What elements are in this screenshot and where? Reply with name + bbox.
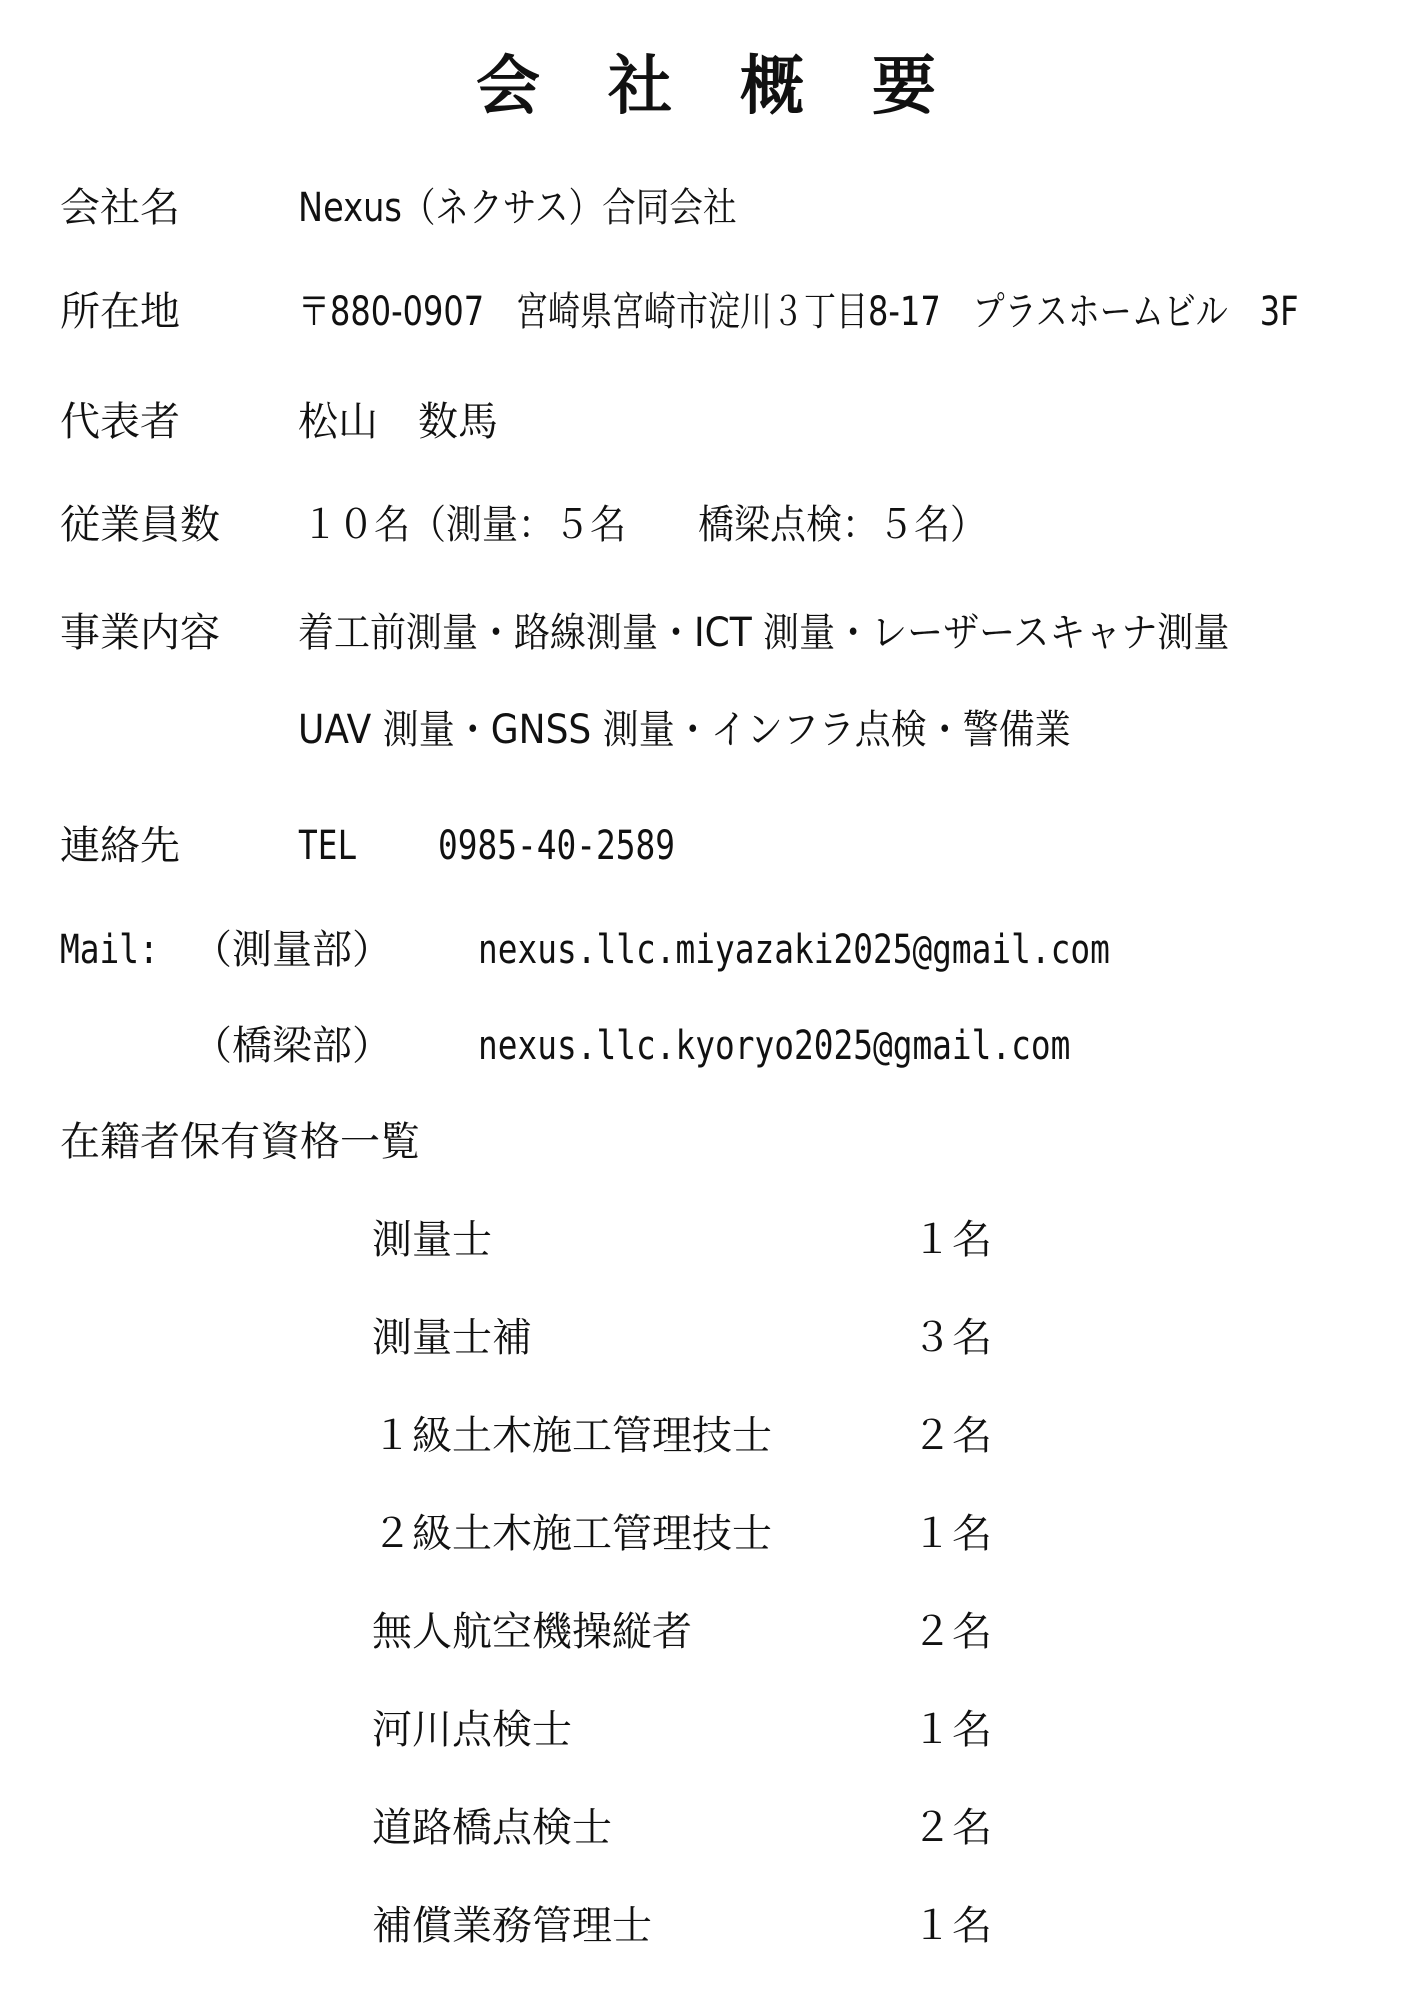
mail-address-bridge[interactable]: nexus.llc.kyoryo2025@gmail.com bbox=[478, 1023, 1071, 1069]
qualification-count: ２名 bbox=[912, 1413, 992, 1459]
business-line-2: UAV 測量・GNSS 測量・インフラ点検・警備業 bbox=[298, 707, 1071, 753]
qualification-count: １名 bbox=[912, 1707, 992, 1753]
employees-label: 従業員数 bbox=[60, 502, 220, 548]
representative-label: 代表者 bbox=[60, 399, 180, 445]
qualification-name: 道路橋点検士 bbox=[372, 1805, 612, 1851]
address-label: 所在地 bbox=[60, 289, 180, 335]
qualification-name: 補償業務管理士 bbox=[372, 1903, 652, 1949]
mail-dept-bridge: （橋梁部） bbox=[192, 1023, 392, 1069]
business-line-1: 着工前測量・路線測量・ICT 測量・レーザースキャナ測量 bbox=[298, 610, 1230, 656]
company-name-label: 会社名 bbox=[60, 185, 180, 231]
qualification-name: 測量士 bbox=[372, 1217, 492, 1263]
qualification-count: ２名 bbox=[912, 1805, 992, 1851]
qualification-count: ３名 bbox=[912, 1315, 992, 1361]
business-label: 事業内容 bbox=[60, 610, 220, 656]
qualification-name: １級土木施工管理技士 bbox=[372, 1413, 772, 1459]
mail-label: Mail: bbox=[60, 927, 159, 973]
mail-dept-survey: （測量部） bbox=[192, 927, 392, 973]
tel-number[interactable]: 0985-40-2589 bbox=[438, 823, 675, 869]
qualification-name: 無人航空機操縦者 bbox=[372, 1609, 692, 1655]
qualification-count: １名 bbox=[912, 1903, 992, 1949]
company-name-value: Nexus（ネクサス）合同会社 bbox=[298, 185, 737, 231]
address-value: 〒880-0907 宮崎県宮崎市淀川３丁目8-17 プラスホームビル 3F bbox=[298, 289, 1299, 335]
representative-value: 松山 数馬 bbox=[298, 399, 498, 445]
contact-label: 連絡先 bbox=[60, 823, 180, 869]
qualification-name: 測量士補 bbox=[372, 1315, 532, 1361]
mail-address-survey[interactable]: nexus.llc.miyazaki2025@gmail.com bbox=[478, 927, 1110, 973]
page-title: 会 社 概 要 bbox=[476, 50, 938, 124]
employees-value: １０名（測量：５名 橋梁点検：５名） bbox=[302, 502, 986, 548]
qualification-count: １名 bbox=[912, 1217, 992, 1263]
qualifications-heading: 在籍者保有資格一覧 bbox=[60, 1119, 420, 1165]
qualification-name: ２級土木施工管理技士 bbox=[372, 1511, 772, 1557]
tel-label: TEL bbox=[298, 823, 358, 869]
qualification-count: ２名 bbox=[912, 1609, 992, 1655]
qualification-count: １名 bbox=[912, 1511, 992, 1557]
qualification-name: 河川点検士 bbox=[372, 1707, 572, 1753]
